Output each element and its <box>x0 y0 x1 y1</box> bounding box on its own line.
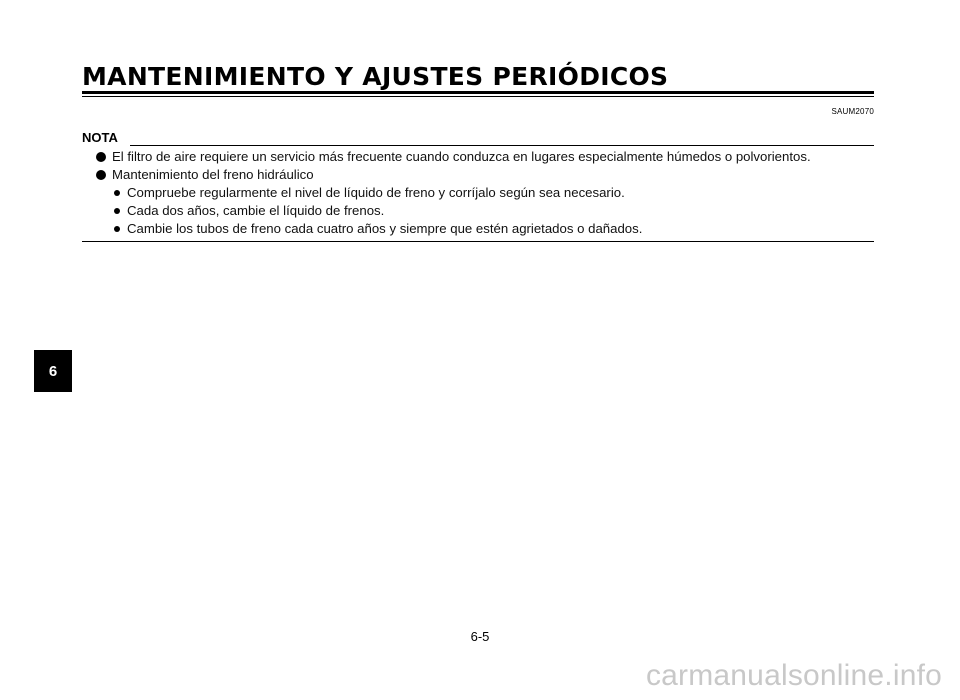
sub-list-item <box>82 202 874 220</box>
list-item-text: Cambie los tubos de freno cada cuatro años y siempre que estén agrietados o dañados. <box>127 221 643 236</box>
list-item-text: El filtro de aire requiere un servicio más frecuente cuando conduzca en lugares especialmente húmedos o polvorientos. <box>112 149 811 164</box>
chapter-tab: 6 <box>34 350 72 392</box>
page-number: 6-5 <box>470 629 490 644</box>
watermark: carmanualsonline.info <box>645 659 942 692</box>
list-item-text: Mantenimiento del freno hidráulico <box>112 167 314 182</box>
nota-header <box>82 130 874 148</box>
small-bullet-icon <box>114 226 120 232</box>
list-item-text: Compruebe regularmente el nivel de líquido de freno y corríjalo según sea necesario. <box>127 185 625 200</box>
sub-list-item <box>82 220 874 238</box>
nota-body <box>82 148 874 238</box>
sub-list-item <box>82 184 874 202</box>
bullet-icon <box>96 152 106 162</box>
title-rule-thin <box>82 96 874 97</box>
page-title: MANTENIMIENTO Y AJUSTES PERIÓDICOS <box>82 62 669 91</box>
small-bullet-icon <box>114 190 120 196</box>
small-bullet-icon <box>114 208 120 214</box>
reference-code: SAUM2070 <box>831 107 874 116</box>
nota-end-rule <box>82 241 874 242</box>
bullet-icon <box>96 170 106 180</box>
list-item <box>82 148 874 166</box>
nota-rule <box>130 145 874 146</box>
list-item-text: Cada dos años, cambie el líquido de frenos. <box>127 203 385 218</box>
title-rule-thick <box>82 91 874 94</box>
nota-label: NOTA <box>82 130 118 145</box>
list-item <box>82 166 874 184</box>
